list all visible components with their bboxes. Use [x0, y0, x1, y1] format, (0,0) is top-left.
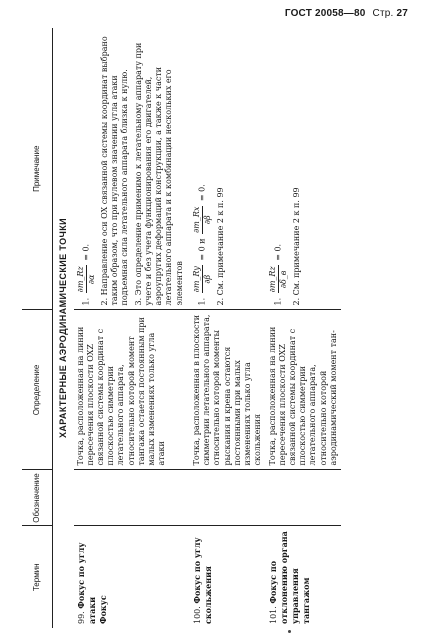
term-name: Фокус по углу скольжения	[191, 537, 214, 624]
fraction: ∂m_Rz ∂δ_в	[267, 266, 288, 293]
note-formula: 1. ∂m_Ry ∂β = 0 и ∂m_Rx ∂β = 0.	[191, 184, 213, 306]
term-name: Фокус по углу атаки	[75, 542, 97, 624]
term-name: Фокус по отклонению органа управления тангажом	[267, 531, 312, 624]
standard-code: ГОСТ 20058—80	[284, 8, 366, 19]
fraction: ∂m_Ry ∂β	[191, 266, 213, 293]
note-paragraph: 2. См. примечание 2 к п. 99	[216, 187, 226, 306]
table-header-row	[22, 28, 53, 628]
fraction: ∂m_Rx ∂β	[191, 206, 213, 233]
term-cell	[74, 526, 190, 628]
page-label: Стр.	[372, 8, 394, 19]
definition-cell: Точка, расположенная на линии пересечения плоскости OXZ связанной системы координат с плоскостью симметрии летательного аппарата, относительно которой аэродинамический момент тан-	[266, 310, 342, 470]
table-row	[74, 28, 190, 628]
term-cell	[190, 526, 266, 628]
page-number: 27	[396, 8, 408, 19]
symbol-cell	[190, 470, 266, 526]
column-header-term: Термин	[22, 526, 53, 628]
column-header-definition: Определение	[22, 310, 53, 470]
column-header-symbol: Обозначение	[22, 470, 53, 526]
symbol-cell	[74, 470, 190, 526]
note-cell	[266, 28, 342, 310]
note-cell	[190, 28, 266, 310]
note-cell	[74, 28, 190, 310]
section-title: ХАРАКТЕРНЫЕ АЭРОДИНАМИЧЕСКИЕ ТОЧКИ	[58, 218, 68, 438]
fraction: ∂m_Rz ∂α	[75, 266, 96, 293]
rotated-table-container	[22, 28, 402, 628]
column-header-note: Примечание	[22, 28, 53, 310]
term-cell	[266, 526, 342, 628]
term-number: 101.	[268, 606, 278, 624]
terms-table	[22, 28, 341, 628]
print-speck	[288, 630, 291, 633]
note-formula: 1. ∂m_Rz ∂δ_в = 0.	[267, 243, 288, 306]
note-paragraph: 2. См. примечание 2 к п. 99	[291, 187, 301, 306]
note-paragraph: 2. Направление оси OX связанной системы координат выбрано таким образом, что при нулевом значении угла атаки подъемная сила летательного аппарата близка к нулю.	[99, 36, 130, 306]
table-row	[190, 28, 266, 628]
page-header	[285, 8, 408, 19]
table-row	[266, 28, 342, 628]
note-paragraph: 3. Это определение применимо к летательному аппарату при учете и без учета функционирования его двигателей, аэроупругих деформаций конструкции, а также к части летательного аппарата и к комбинации нескольких его элементов	[133, 42, 184, 306]
term-alt-name: Фокус	[97, 595, 108, 624]
term-number: 99.	[76, 611, 86, 624]
term-number: 100.	[192, 606, 202, 624]
note-formula: 1. ∂m_Rz ∂α = 0.	[75, 243, 96, 306]
section-row	[53, 28, 74, 628]
symbol-cell	[266, 470, 342, 526]
definition-cell: Точка, расположенная в плоскости симметрии летательного аппарата, относительно которой моменты рыскания и крена остаются постоянными при малых изменениях только угла скольжения	[190, 310, 266, 470]
definition-cell: Точка, расположенная на линии пересечения плоскости OXZ связанной системы координат с плоскостью симметрии летательного аппарата, относительно которой момент тангажа остается постоянным при малых изменениях только угла атаки	[74, 310, 190, 470]
